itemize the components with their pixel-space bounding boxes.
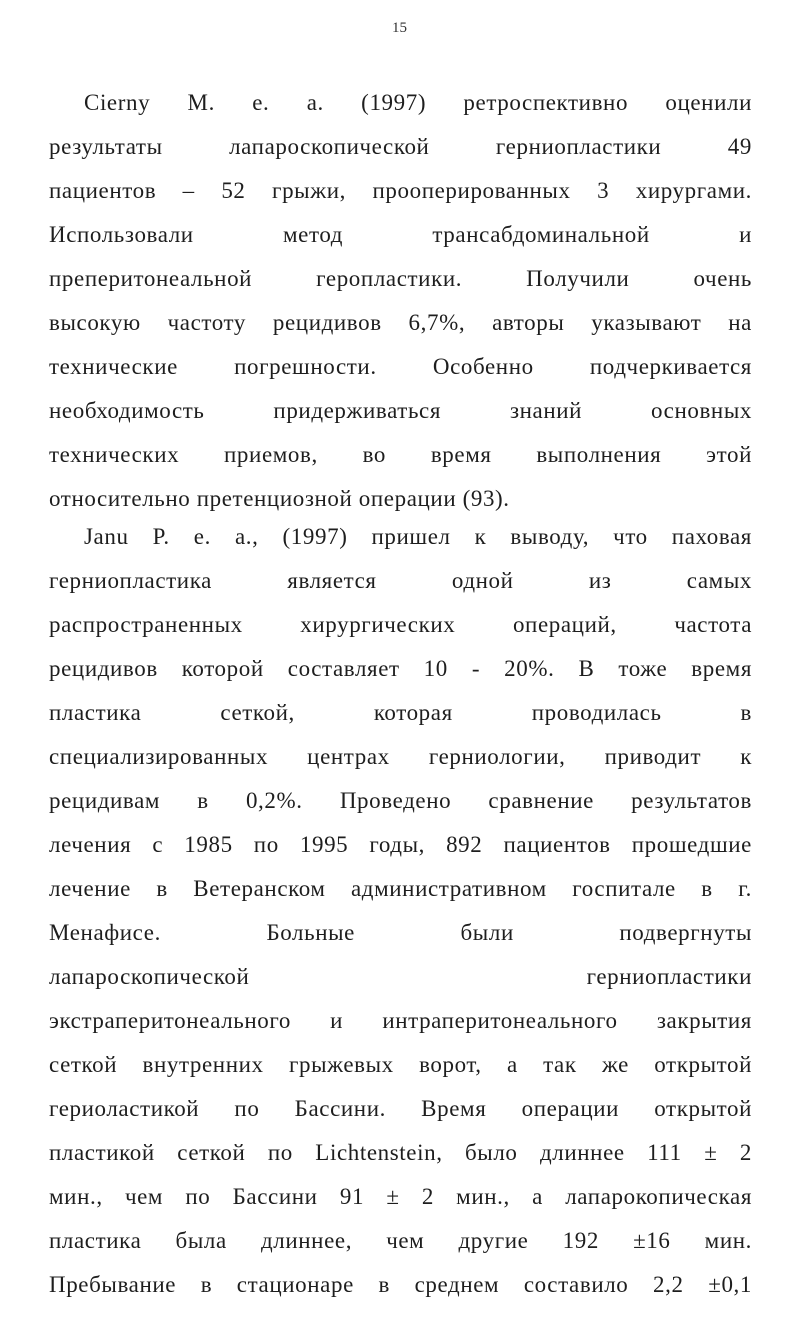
text-line: Использовали метод трансабдоминальной и	[49, 222, 752, 247]
text-line: пациентов – 52 грыжи, прооперированных 3 хирургами.	[49, 178, 752, 203]
text-line: Janu P. e. a., (1997) пришел к выводу, что паховая	[84, 524, 752, 549]
text-line: необходимость придерживаться знаний основных	[49, 398, 752, 423]
text-line: сеткой внутренних грыжевых ворот, а так же открытой	[49, 1052, 752, 1077]
page-number: 15	[392, 20, 407, 36]
text-line: рецидивов которой составляет 10 - 20%. В тоже время	[49, 656, 752, 681]
text-line: специализированных центрах герниологии, приводит к	[49, 744, 752, 769]
text-line: распространенных хирургических операций, частота	[49, 612, 752, 637]
text-line: мин., чем по Бассини 91 ± 2 мин., а лапарокопическая	[49, 1184, 752, 1209]
text-line: технических приемов, во время выполнения этой	[49, 442, 752, 467]
text-line: пластикой сеткой по Lichtenstein, было длиннее 111 ± 2	[49, 1140, 752, 1165]
text-line: относительно претенциозной операции (93).	[49, 486, 510, 511]
text-line: Cierny M. e. a. (1997) ретроспективно оценили	[84, 90, 752, 115]
text-line: преперитонеальной геропластики. Получили очень	[49, 266, 752, 291]
text-line: лечение в Ветеранском административном госпитале в г.	[49, 876, 752, 901]
text-line: гериоластикой по Бассини. Время операции открытой	[49, 1096, 752, 1121]
text-line: рецидивам в 0,2%. Проведено сравнение результатов	[49, 788, 752, 813]
text-line: технические погрешности. Особенно подчеркивается	[49, 354, 752, 379]
text-line: высокую частоту рецидивов 6,7%, авторы указывают на	[49, 310, 752, 335]
text-line: Пребывание в стационаре в среднем составило 2,2 ±0,1	[49, 1272, 752, 1297]
text-line: пластика сеткой, которая проводилась в	[49, 700, 752, 725]
text-line: пластика была длиннее, чем другие 192 ±16 мин.	[49, 1228, 752, 1253]
paragraph-cierny	[49, 81, 752, 521]
text-line: герниопластика является одной из самых	[49, 568, 752, 593]
text-line: экстраперитонеального и интраперитонеального закрытия	[49, 1008, 752, 1033]
text-line: лапароскопической герниопластики	[49, 964, 752, 989]
text-line: Менафисе. Больные были подвергнуты	[49, 920, 752, 945]
text-line: лечения с 1985 по 1995 годы, 892 пациентов прошедшие	[49, 832, 752, 857]
paragraph-janu	[49, 515, 752, 1307]
text-line: результаты лапароскопической герниопластики 49	[49, 134, 752, 159]
